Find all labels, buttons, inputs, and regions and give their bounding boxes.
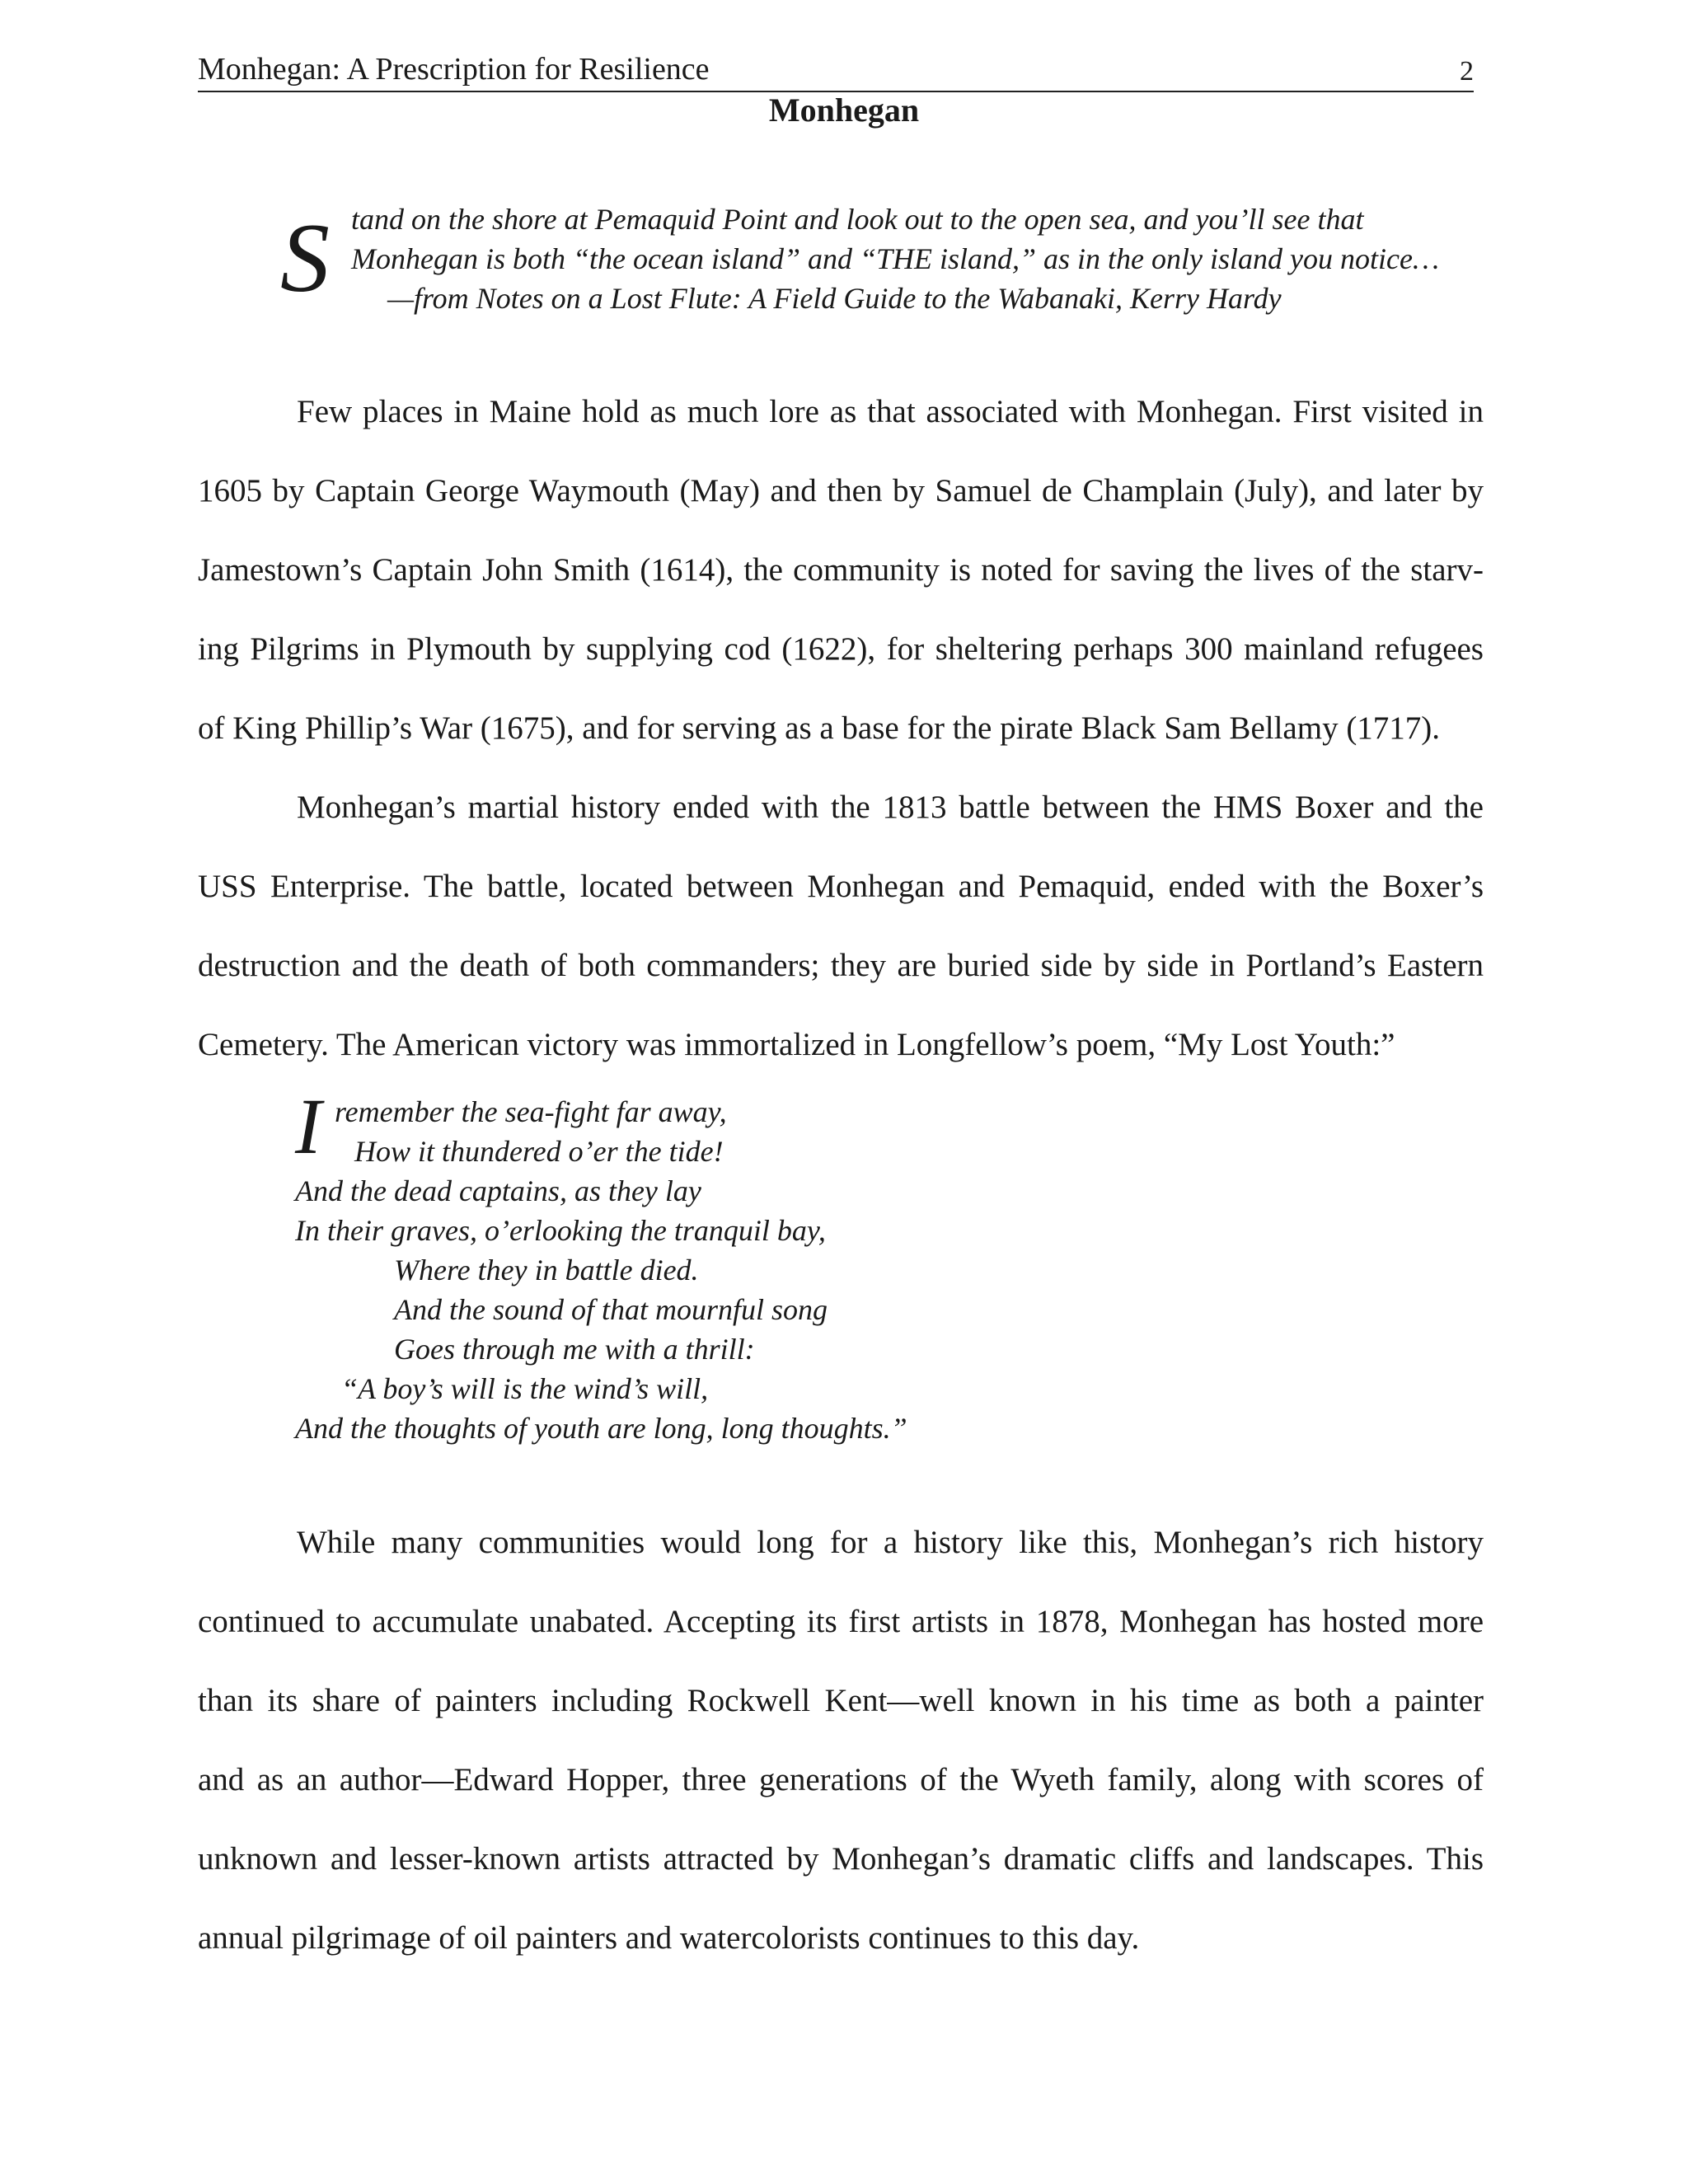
text-line: annual pilgrimage of oil painters and watercolorists continues to this day. xyxy=(198,1920,1140,1956)
poem-line: remember the sea-fight far away, xyxy=(335,1095,727,1128)
poem-line: And the sound of that mournful song xyxy=(394,1293,828,1326)
poem-line: And the thoughts of youth are long, long thoughts.” xyxy=(295,1412,907,1445)
epigraph-drop-cap: S xyxy=(280,203,330,312)
text-line: than its share of painters including Rockwell Kent—well known in his time as both a painter xyxy=(198,1683,1484,1718)
text-line: 1605 by Captain George Waymouth (May) and then by Samuel de Champlain (July), and later by xyxy=(198,473,1484,509)
text-line: unknown and lesser-known artists attracted by Monhegan’s dramatic cliffs and landscapes. This xyxy=(198,1841,1484,1877)
poem-line: Where they in battle died. xyxy=(394,1254,699,1286)
poem-drop-cap: I xyxy=(295,1082,321,1170)
text-line: ing Pilgrims in Plymouth by supplying cod (1622), for sheltering perhaps 300 mainland refugees xyxy=(198,631,1484,667)
epigraph-attribution: —from Notes on a Lost Flute: A Field Guide to the Wabanaki, Kerry Hardy xyxy=(387,282,1282,315)
page-number: 2 xyxy=(1460,56,1474,87)
text-line: Monhegan’s martial history ended with the 1813 battle between the HMS Boxer and the xyxy=(297,790,1484,825)
poem-line: “A boy’s will is the wind’s will, xyxy=(341,1372,709,1405)
text-line: of King Phillip’s War (1675), and for serving as a base for the pirate Black Sam Bellamy (1717). xyxy=(198,710,1441,746)
paragraph-artists xyxy=(198,1503,1484,1978)
paragraph-early-history xyxy=(198,373,1484,768)
poem-line: And the dead captains, as they lay xyxy=(295,1174,701,1207)
epigraph-line: Monhegan is both “the ocean island” and “THE island,” as in the only island you notice… xyxy=(351,242,1439,275)
poem-line: How it thundered o’er the tide! xyxy=(354,1135,724,1168)
running-title: Monhegan: A Prescription for Resilience xyxy=(198,52,710,87)
paragraph-martial-history xyxy=(198,768,1484,1085)
poem-line: Goes through me with a thrill: xyxy=(394,1333,755,1366)
text-line: USS Enterprise. The battle, located between Monhegan and Pemaquid, ended with the Boxer’s xyxy=(198,869,1484,904)
text-line: and as an author—Edward Hopper, three generations of the Wyeth family, along with scores of xyxy=(198,1762,1484,1797)
text-line: While many communities would long for a history like this, Monhegan’s rich history xyxy=(297,1525,1484,1560)
epigraph xyxy=(280,196,1439,320)
poem-line: In their graves, o’erlooking the tranquil bay, xyxy=(295,1214,826,1247)
text-line: destruction and the death of both commanders; they are buried side by side in Portland’s Eastern xyxy=(198,948,1484,983)
text-line: Cemetery. The American victory was immortalized in Longfellow’s poem, “My Lost Youth:” xyxy=(198,1027,1395,1062)
poem-quote xyxy=(295,1082,1037,1448)
text-line: Few places in Maine hold as much lore as that associated with Monhegan. First visited in xyxy=(297,394,1484,429)
page-title: Monhegan xyxy=(768,91,920,129)
text-line: Jamestown’s Captain John Smith (1614), the community is noted for saving the lives of the starv- xyxy=(198,552,1484,588)
text-line: continued to accumulate unabated. Accepting its first artists in 1878, Monhegan has hosted more xyxy=(198,1604,1484,1639)
running-header xyxy=(198,48,1474,92)
epigraph-line: tand on the shore at Pemaquid Point and look out to the open sea, and you’ll see that xyxy=(351,203,1364,236)
